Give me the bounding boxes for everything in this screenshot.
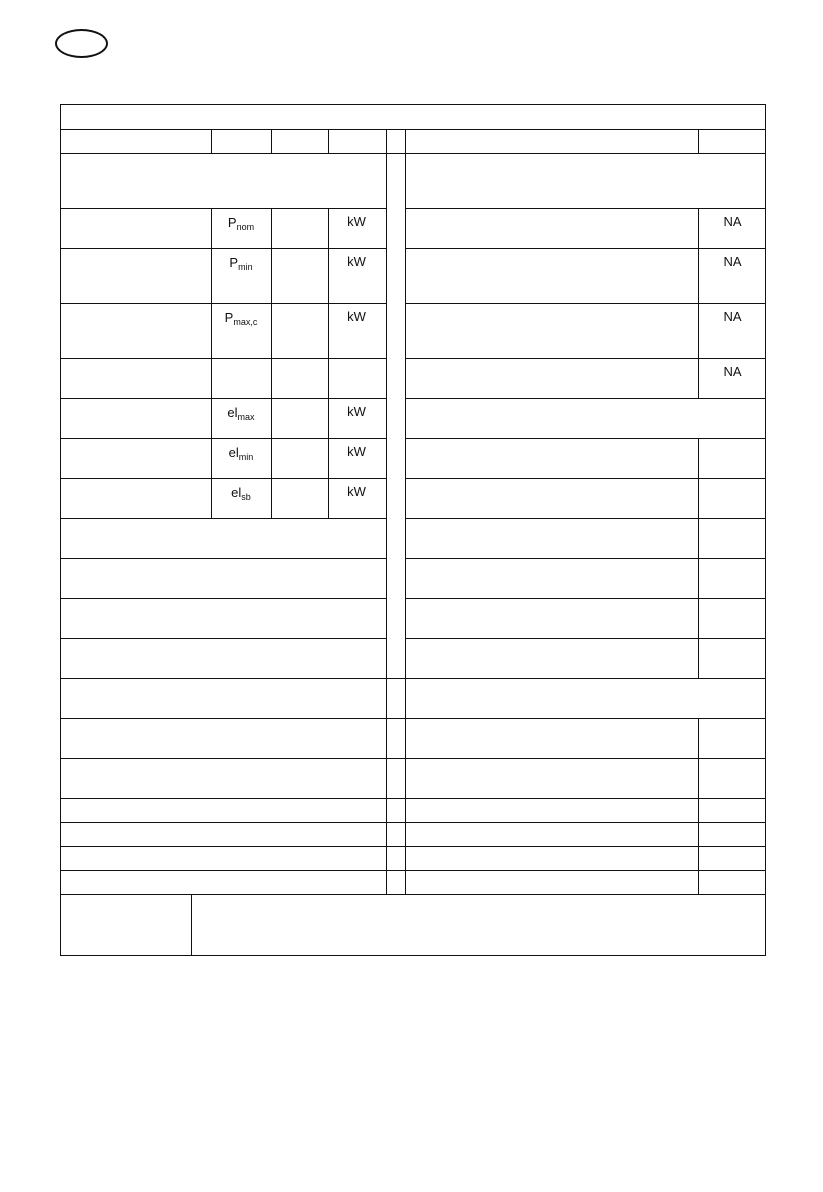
row-divider — [60, 638, 766, 639]
row-divider — [60, 894, 766, 895]
row-divider — [60, 153, 766, 154]
row-divider — [60, 303, 766, 304]
symbol-el-max: $el_{max}$ — [227, 405, 255, 422]
unit-label: kW — [347, 214, 366, 229]
column-divider — [698, 438, 699, 678]
unit-label: kW — [347, 404, 366, 419]
country-code-oval — [55, 29, 108, 58]
column-divider — [211, 129, 212, 153]
unit-label: kW — [347, 309, 366, 324]
column-divider — [191, 894, 192, 956]
symbol-p-max-c: $P_{max,c}$ — [224, 310, 258, 327]
column-divider — [271, 129, 272, 153]
row-divider — [60, 598, 766, 599]
row-divider — [60, 478, 766, 479]
row-divider — [60, 846, 766, 847]
symbol-el-min: $el_{min}$ — [228, 445, 254, 462]
row-divider — [60, 438, 766, 439]
column-divider — [698, 129, 699, 153]
row-divider — [60, 822, 766, 823]
row-divider — [60, 208, 766, 209]
row-divider — [60, 870, 766, 871]
row-divider — [60, 398, 766, 399]
gutter-merged-cell — [387, 154, 405, 678]
row-divider — [60, 558, 766, 559]
row-divider — [60, 518, 766, 519]
na-value: NA — [723, 254, 742, 269]
symbol-p-min: $P_{min}$ — [229, 255, 253, 272]
symbol-p-nom: $P_{nom}$ — [227, 215, 255, 232]
na-value: NA — [723, 364, 742, 379]
row-divider — [60, 129, 766, 130]
gutter-right-border — [405, 129, 406, 894]
column-divider — [328, 129, 329, 153]
row-divider — [60, 758, 766, 759]
unit-label: kW — [347, 254, 366, 269]
column-divider — [698, 718, 699, 894]
unit-label: kW — [347, 484, 366, 499]
na-value: NA — [723, 214, 742, 229]
product-fiche-table — [60, 104, 766, 956]
unit-label: kW — [347, 444, 366, 459]
row-divider — [60, 678, 766, 679]
row-divider — [60, 358, 766, 359]
na-value: NA — [723, 309, 742, 324]
row-divider — [60, 718, 766, 719]
row-divider — [60, 248, 766, 249]
symbol-el-sb: $el_{sb}$ — [231, 485, 251, 502]
row-divider — [60, 798, 766, 799]
column-divider — [271, 208, 272, 518]
